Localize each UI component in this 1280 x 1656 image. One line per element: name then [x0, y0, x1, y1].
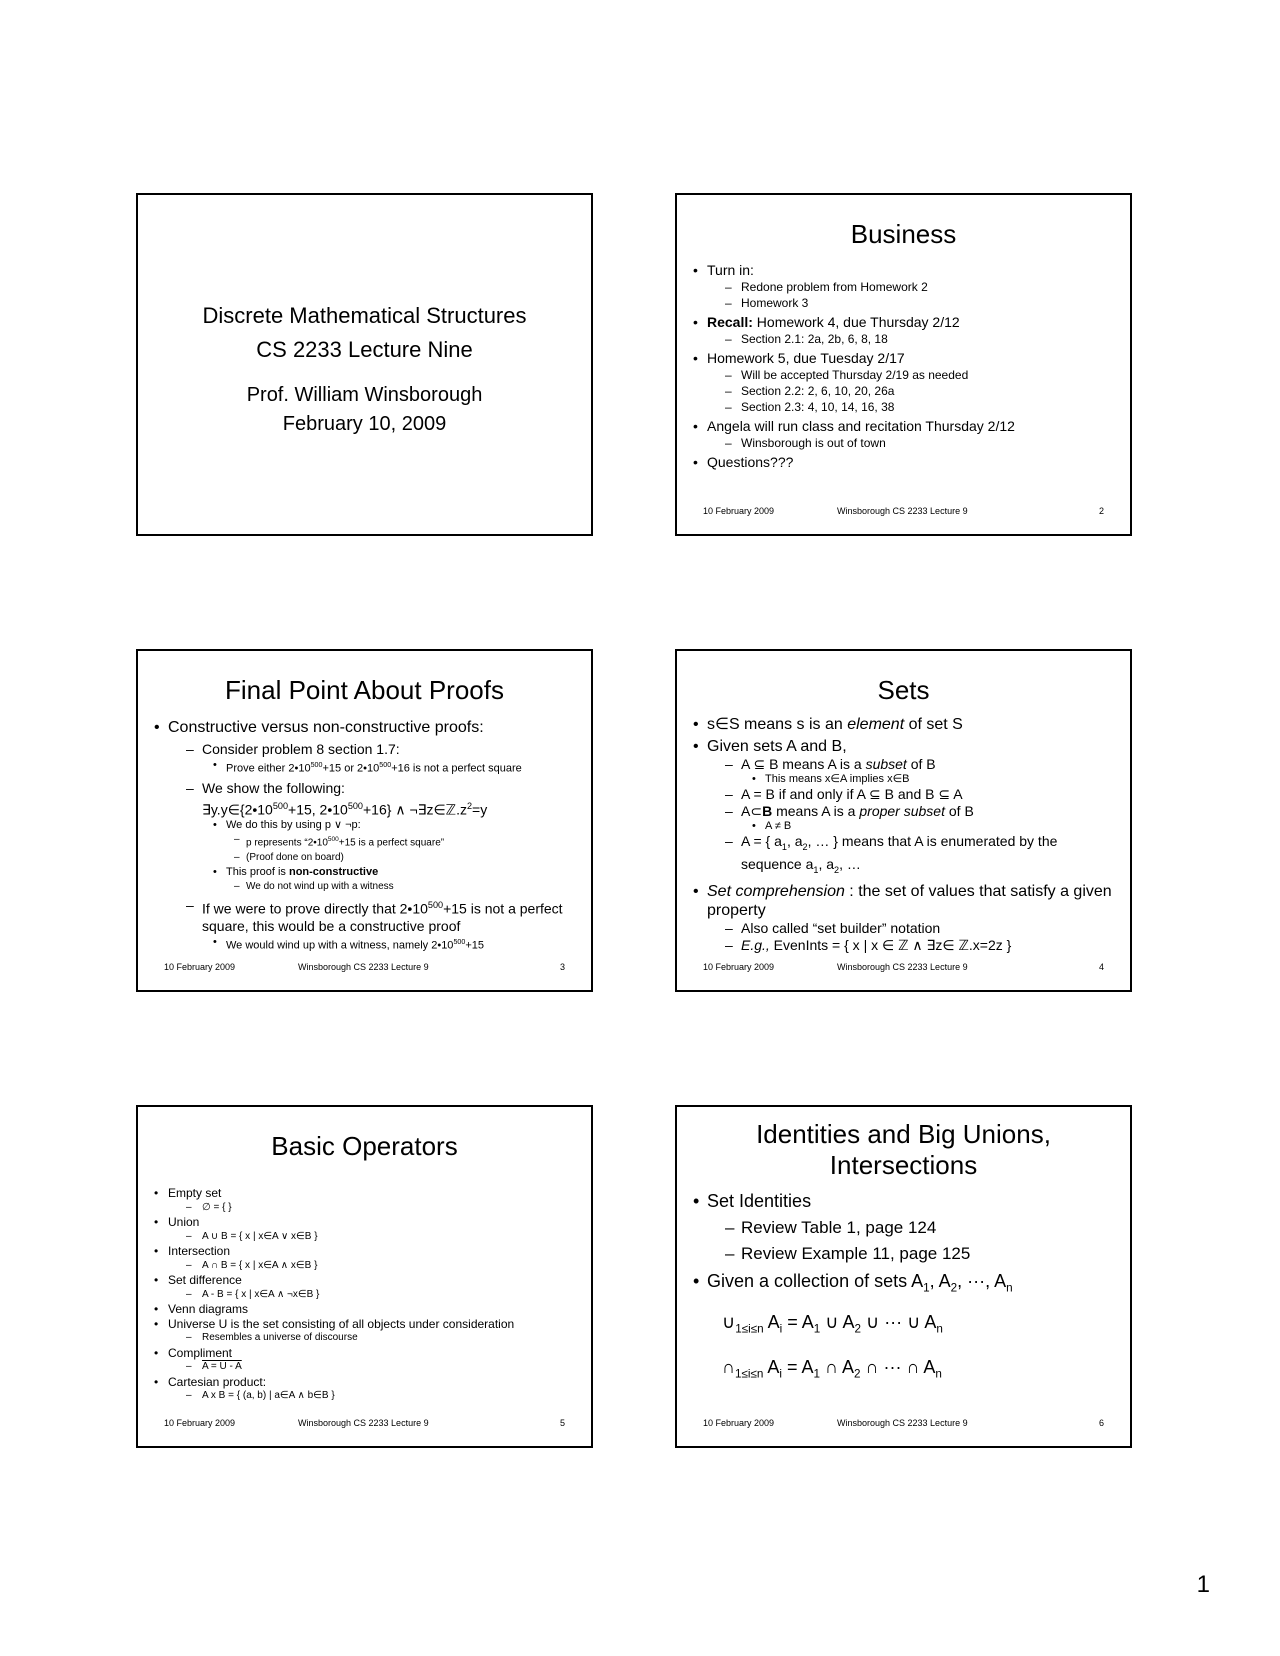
subscript: i	[779, 1322, 783, 1336]
text: , … } means that A is enumerated by the sequence a	[741, 833, 1058, 872]
slide-title: Business	[850, 219, 957, 249]
text: ∃y.y∈{2•10	[202, 801, 273, 818]
list-item: • Set Identities	[677, 1187, 1130, 1215]
slide-title	[677, 1119, 1130, 1181]
slide-title: Basic Operators	[271, 1131, 458, 1161]
text: A⊂	[741, 803, 763, 819]
slide-1	[136, 193, 593, 536]
list-item: – A ∩ B = { x | x∈A ∧ x∈B }	[138, 1259, 591, 1274]
subscript: 2	[950, 1281, 958, 1295]
slide-title: Sets	[877, 675, 930, 705]
slide-number: 6	[1098, 1418, 1104, 1428]
list-item	[138, 1360, 591, 1375]
list-item	[677, 882, 1130, 920]
text: +15	[465, 939, 485, 952]
big-intersection-formula	[677, 1348, 1130, 1394]
text: A	[763, 1357, 780, 1378]
list-item: – Winsborough is out of town	[677, 435, 1130, 451]
text: Given a collection of sets A	[707, 1271, 924, 1291]
footer-date: 10 February 2009	[703, 506, 775, 516]
subscript: 1≤i≤n	[734, 1367, 764, 1381]
exponent: 500	[379, 761, 392, 769]
footer-date: 10 February 2009	[703, 962, 775, 972]
list-item	[138, 833, 591, 850]
text: +15 is a perfect square”	[338, 837, 445, 849]
list-item	[677, 803, 1130, 820]
list-item: • Given sets A and B,	[677, 737, 1130, 756]
text: If we were to prove directly that 2•10	[202, 900, 428, 917]
list-item: • Universe U is the set consisting of all objects under consideration	[138, 1317, 591, 1332]
list-item: • This means x∈A implies x∈B	[677, 773, 1130, 786]
exponent: 500	[327, 836, 339, 844]
slide-number: 3	[559, 962, 565, 972]
text: : the set of values that satisfy a given property	[707, 882, 1112, 919]
text: , A	[929, 1271, 951, 1291]
footer-title: Winsborough CS 2233 Lecture 9	[837, 962, 968, 972]
text: +15, 2•10	[288, 801, 348, 818]
list-item: • Intersection	[138, 1244, 591, 1259]
slide-title: Final Point About Proofs	[225, 675, 504, 705]
list-item: • Homework 5, due Tuesday 2/17	[677, 350, 1130, 367]
footer-date: 10 February 2009	[164, 1418, 236, 1428]
text: = A	[782, 1357, 814, 1378]
subscript: 2	[854, 1322, 862, 1336]
list-item: – Review Example 11, page 125	[677, 1241, 1130, 1267]
subscript: 1	[813, 1322, 821, 1336]
text: s∈S means s is an	[707, 716, 848, 733]
text: +16} ∧ ¬∃z∈ℤ.z	[363, 801, 467, 818]
slide-body	[677, 1187, 1130, 1394]
subscript: 2	[834, 864, 840, 875]
subscript: 1	[923, 1281, 930, 1295]
title-line: Identities and Big Unions,	[756, 1119, 1051, 1149]
list-item: • Questions???	[677, 454, 1130, 471]
list-item	[138, 896, 591, 936]
italic-text: element	[847, 716, 905, 733]
text: , ···, A	[957, 1271, 1007, 1291]
slide-1-title	[138, 299, 591, 367]
subscript: 2	[854, 1367, 861, 1381]
list-item	[138, 935, 591, 954]
text: ∪ ··· ∪ A	[861, 1311, 937, 1332]
text: , a	[786, 833, 803, 849]
footer-title: Winsborough CS 2233 Lecture 9	[298, 962, 429, 972]
bold-label: Recall:	[707, 314, 753, 330]
list-item: • We do this by using p ∨ ¬p:	[138, 818, 591, 833]
list-item	[677, 314, 1130, 331]
complement-text: A = U - A	[202, 1361, 242, 1372]
subscript: i	[779, 1367, 782, 1381]
text: This proof is	[226, 865, 289, 878]
footer-title: Winsborough CS 2233 Lecture 9	[298, 1418, 429, 1428]
slide-body	[138, 1186, 591, 1404]
list-item: • A ≠ B	[677, 820, 1130, 833]
text: A ⊆ B means A is a	[741, 756, 866, 772]
slide-footer	[164, 1418, 565, 1430]
slide-number: 5	[559, 1418, 565, 1428]
exponent: 500	[427, 899, 444, 910]
list-item: – A ∪ B = { x | x∈A ∨ x∈B }	[138, 1230, 591, 1245]
exponent: 500	[347, 800, 363, 811]
italic-text: Set comprehension	[707, 882, 845, 900]
slide-body	[138, 718, 591, 954]
slide-2	[675, 193, 1132, 536]
exponent: 500	[310, 761, 323, 769]
text: of set S	[904, 716, 963, 733]
slide-1-author-block	[138, 381, 591, 439]
subscript: 2	[802, 841, 808, 852]
subscript: n	[935, 1367, 942, 1381]
text: ∩ ··· ∩ A	[860, 1357, 936, 1378]
date: February 10, 2009	[282, 413, 447, 435]
list-item	[677, 715, 1130, 734]
text: +16 is not a perfect square	[391, 762, 522, 775]
list-item	[677, 937, 1130, 954]
slide-footer	[703, 1418, 1104, 1430]
italic-text: E.g.,	[741, 936, 770, 953]
slide-footer	[703, 962, 1104, 974]
subscript: 1	[813, 864, 819, 875]
subscript: 1≤i≤n	[735, 1322, 764, 1336]
text: +15 or 2•10	[322, 762, 380, 775]
list-item: – A - B = { x | x∈A ∧ ¬x∈B }	[138, 1288, 591, 1303]
subscript: n	[936, 1322, 943, 1336]
list-item: – Also called “set builder” notation	[677, 920, 1130, 937]
text: +15 is not a perfect square, this would be a constructive proof	[202, 900, 563, 935]
list-item	[677, 833, 1130, 879]
list-item	[677, 1267, 1130, 1303]
slide-4	[675, 649, 1132, 992]
slide-footer	[164, 962, 565, 974]
list-item: • Union	[138, 1215, 591, 1230]
list-item: – Will be accepted Thursday 2/19 as needed	[677, 367, 1130, 383]
text: Prove either 2•10	[226, 762, 311, 775]
text: A	[763, 1311, 780, 1332]
slide-6	[675, 1105, 1132, 1448]
slide-number: 2	[1098, 506, 1104, 516]
title-line: Discrete Mathematical Structures	[202, 303, 527, 328]
intersection-symbol: ∩	[722, 1357, 735, 1378]
text: , …	[839, 855, 861, 872]
slide-3	[136, 649, 593, 992]
slide-body	[677, 262, 1130, 471]
footer-date: 10 February 2009	[164, 962, 236, 972]
text: ∩ A	[820, 1357, 854, 1378]
list-item	[677, 756, 1130, 773]
union-symbol: ∪	[722, 1311, 736, 1332]
text: of B	[944, 803, 974, 819]
list-item: – Review Table 1, page 124	[677, 1215, 1130, 1241]
list-item: • Compliment	[138, 1346, 591, 1361]
text: p represents “2•10	[246, 837, 328, 849]
subscript: 1	[781, 841, 787, 852]
list-item: – A = B if and only if A ⊆ B and B ⊆ A	[677, 786, 1130, 803]
list-item: • Turn in:	[677, 262, 1130, 279]
list-item	[138, 758, 591, 777]
list-item: • Angela will run class and recitation Thursday 2/12	[677, 418, 1130, 435]
list-item: • Constructive versus non-constructive proofs:	[138, 718, 591, 738]
subscript: 1	[813, 1367, 821, 1381]
text: ∪ A	[820, 1311, 855, 1332]
slide-5	[136, 1105, 593, 1448]
italic-text: proper subset	[859, 803, 945, 819]
list-item: – Homework 3	[677, 295, 1130, 311]
list-item: – Redone problem from Homework 2	[677, 279, 1130, 295]
slide-number: 4	[1098, 962, 1104, 972]
exponent: 2	[466, 800, 473, 811]
list-item: – Section 2.1: 2a, 2b, 6, 8, 18	[677, 331, 1130, 347]
bold-text: B	[762, 803, 773, 819]
list-item: – We do not wind up with a witness	[138, 880, 591, 894]
list-item: • Set difference	[138, 1273, 591, 1288]
text: of B	[906, 756, 936, 772]
list-item: • Empty set	[138, 1186, 591, 1201]
text: =y	[472, 801, 488, 818]
list-item: – ∅ = { }	[138, 1201, 591, 1216]
list-item	[138, 779, 591, 819]
text: means A is a	[772, 803, 860, 819]
text: = A	[782, 1311, 814, 1332]
list-item: • Venn diagrams	[138, 1302, 591, 1317]
list-item: • Cartesian product:	[138, 1375, 591, 1390]
list-item: – Consider problem 8 section 1.7:	[138, 740, 591, 758]
big-union-formula	[677, 1303, 1130, 1349]
page-number: 1	[1196, 1571, 1210, 1598]
text: A = { a	[741, 833, 782, 849]
bold-text: non-constructive	[288, 865, 379, 878]
list-item	[138, 865, 591, 880]
title-line: Intersections	[829, 1150, 978, 1180]
text: EvenInts = { x | x ∈ ℤ ∧ ∃z∈ ℤ.x=2z }	[769, 936, 1012, 953]
italic-text: subset	[865, 756, 907, 772]
exponent: 500	[272, 800, 289, 811]
footer-title: Winsborough CS 2233 Lecture 9	[837, 506, 968, 516]
list-item: – Resembles a universe of discourse	[138, 1331, 591, 1346]
list-item: – A x B = { (a, b) | a∈A ∧ b∈B }	[138, 1389, 591, 1404]
list-item: – Section 2.2: 2, 6, 10, 20, 26a	[677, 383, 1130, 399]
subscript: n	[1006, 1281, 1013, 1295]
title-line: CS 2233 Lecture Nine	[256, 337, 473, 362]
list-item: – (Proof done on board)	[138, 851, 591, 865]
text: , a	[818, 855, 835, 872]
item-text: Homework 4, due Thursday 2/12	[752, 314, 960, 330]
footer-title: Winsborough CS 2233 Lecture 9	[837, 1418, 968, 1428]
text: We would wind up with a witness, namely 2•10	[226, 939, 454, 952]
footer-date: 10 February 2009	[703, 1418, 775, 1428]
list-item: – Section 2.3: 4, 10, 14, 16, 38	[677, 399, 1130, 415]
slide-footer	[703, 506, 1104, 518]
text: We show the following:	[202, 779, 345, 796]
slide-body	[677, 715, 1130, 954]
author: Prof. William Winsborough	[246, 384, 483, 406]
exponent: 500	[453, 938, 466, 947]
